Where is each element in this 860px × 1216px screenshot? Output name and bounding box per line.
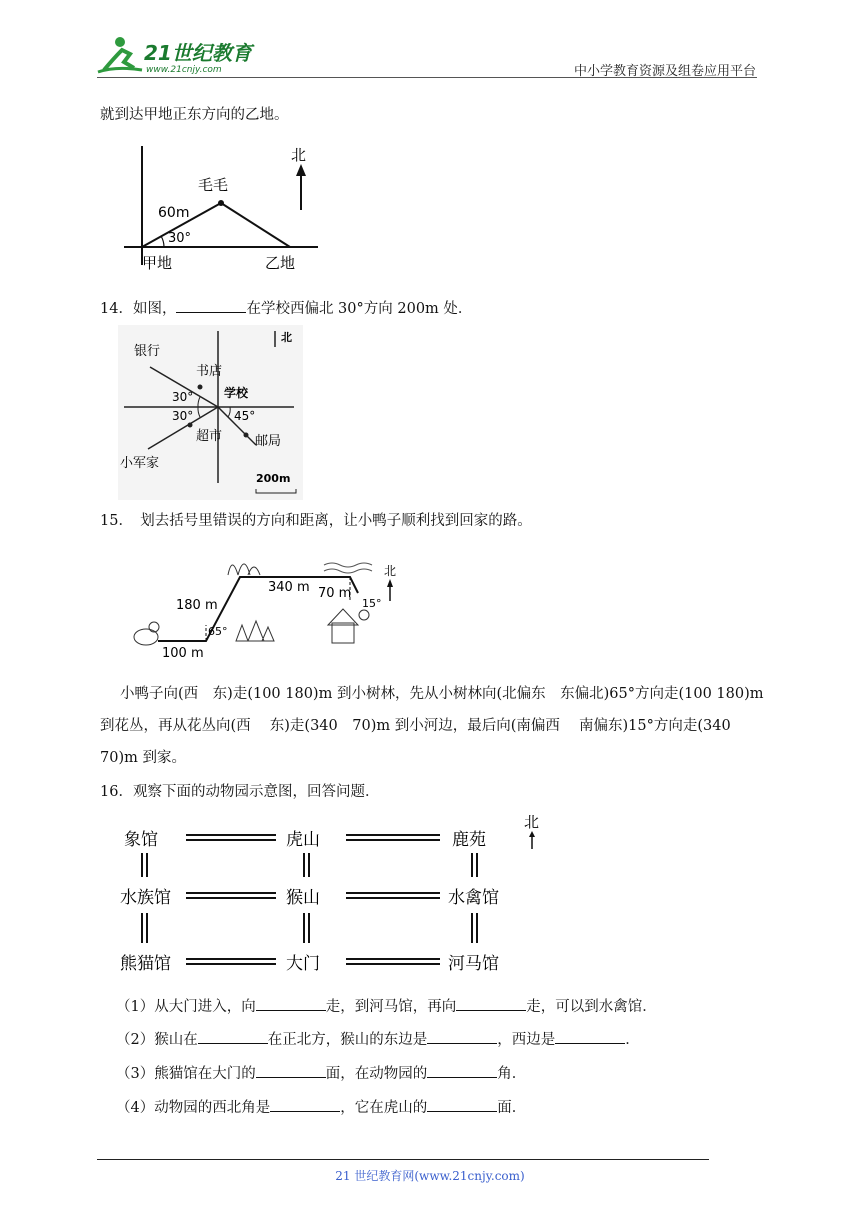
figure-13 bbox=[120, 140, 330, 284]
q16-part1: （1）从大门进入，向 走，到河马馆，再向 走，可以到水禽馆． bbox=[116, 996, 657, 1017]
figure-14 bbox=[118, 325, 303, 504]
q16-4-blank-a[interactable] bbox=[270, 1097, 340, 1112]
dist-340: 340 m bbox=[268, 580, 310, 595]
post-label: 邮局 bbox=[255, 434, 282, 449]
q16-2-blank-b[interactable] bbox=[427, 1029, 497, 1044]
angle-15: 15° bbox=[362, 597, 382, 610]
platform-label: 中小学教育资源及组卷应用平台 bbox=[573, 64, 756, 79]
q16-part2: （2）猴山在 在正北方，猴山的东边是 ，西边是 ． bbox=[116, 1029, 640, 1050]
jia-label: 甲地 bbox=[142, 254, 173, 272]
main-gate: 大门 bbox=[286, 954, 320, 974]
footer-divider bbox=[97, 1159, 709, 1160]
question-16-title: 16．观察下面的动物园示意图，回答问题． bbox=[100, 784, 380, 800]
north-label-14: 北 bbox=[281, 331, 292, 344]
logo-text: 21世纪教育 bbox=[144, 41, 252, 65]
q14-num: 14．如图， bbox=[100, 301, 177, 317]
q15-line2: 到花丛，再从花丛向(西 东)走(340 70)m 到小河边，最后向(南偏西 南偏东)15°方向走(340 bbox=[100, 718, 731, 734]
intro-line: 就到达甲地正东方向的乙地。 bbox=[100, 107, 289, 123]
dist-180: 180 m bbox=[176, 598, 218, 613]
bookstore-label: 书店 bbox=[196, 364, 223, 379]
header-divider bbox=[97, 77, 757, 78]
home-label: 小军家 bbox=[120, 456, 160, 471]
q16-4-blank-b[interactable] bbox=[427, 1097, 497, 1112]
q16-2-blank-a[interactable] bbox=[198, 1029, 268, 1044]
dist-100: 100 m bbox=[162, 646, 204, 661]
zoo-north-label: 北 bbox=[524, 815, 540, 831]
dist-70: 70 m bbox=[318, 586, 352, 601]
distance-label: 60m bbox=[158, 205, 190, 221]
q16-part4: （4）动物园的西北角是 ，它在虎山的 面． bbox=[116, 1097, 526, 1118]
angle-65: 65° bbox=[208, 625, 228, 638]
angle-45: 45° bbox=[234, 409, 256, 423]
elephant-hall: 象馆 bbox=[124, 830, 158, 850]
angle-30b: 30° bbox=[172, 409, 194, 423]
hippo-hall: 河马馆 bbox=[448, 954, 499, 974]
q16-3-blank-b[interactable] bbox=[427, 1063, 497, 1078]
q16-1-blank-b[interactable] bbox=[456, 996, 526, 1011]
q16-part3: （3）熊猫馆在大门的 面，在动物园的 角． bbox=[116, 1063, 526, 1084]
zoo-map bbox=[118, 815, 558, 979]
angle-label: 30° bbox=[168, 231, 192, 246]
school-label: 学校 bbox=[224, 386, 249, 400]
deer-garden: 鹿苑 bbox=[452, 830, 486, 850]
angle-30a: 30° bbox=[172, 390, 194, 404]
north-label: 北 bbox=[291, 146, 307, 164]
site-logo bbox=[96, 32, 256, 76]
market-label: 超市 bbox=[196, 429, 223, 444]
waterfowl-hall: 水禽馆 bbox=[448, 888, 499, 908]
bank-label: 银行 bbox=[134, 344, 161, 359]
panda-hall: 熊猫馆 bbox=[120, 954, 171, 974]
q14-rest: 在学校西偏北 30°方向 200m 处． bbox=[246, 301, 473, 317]
figure-15 bbox=[128, 545, 418, 669]
footer-text[interactable]: 21 世纪教育网(www.21cnjy.com) bbox=[335, 1169, 525, 1183]
tiger-hill: 虎山 bbox=[286, 830, 320, 850]
q15-line1: 小鸭子向(西 东)走(100 180)m 到小树林，先从小树林向(北偏东 东偏北)65°方向走(100 180)m bbox=[120, 686, 764, 702]
q14-blank[interactable] bbox=[176, 298, 246, 313]
north-label-15: 北 bbox=[384, 564, 397, 578]
q15-line3: 70)m 到家。 bbox=[100, 750, 186, 766]
q16-2-blank-c[interactable] bbox=[555, 1029, 625, 1044]
monkey-hill: 猴山 bbox=[286, 888, 320, 908]
q16-3-blank-a[interactable] bbox=[256, 1063, 326, 1078]
scale-label: 200m bbox=[256, 472, 291, 485]
q16-1-blank-a[interactable] bbox=[256, 996, 326, 1011]
maomao-label: 毛毛 bbox=[198, 176, 229, 194]
question-15-title: 15． 划去括号里错误的方向和距离，让小鸭子顺利找到回家的路。 bbox=[100, 513, 532, 529]
question-14 bbox=[100, 298, 472, 319]
logo-url: www.21cnjy.com bbox=[146, 65, 222, 75]
yi-label: 乙地 bbox=[265, 254, 296, 272]
aquarium: 水族馆 bbox=[120, 888, 171, 908]
